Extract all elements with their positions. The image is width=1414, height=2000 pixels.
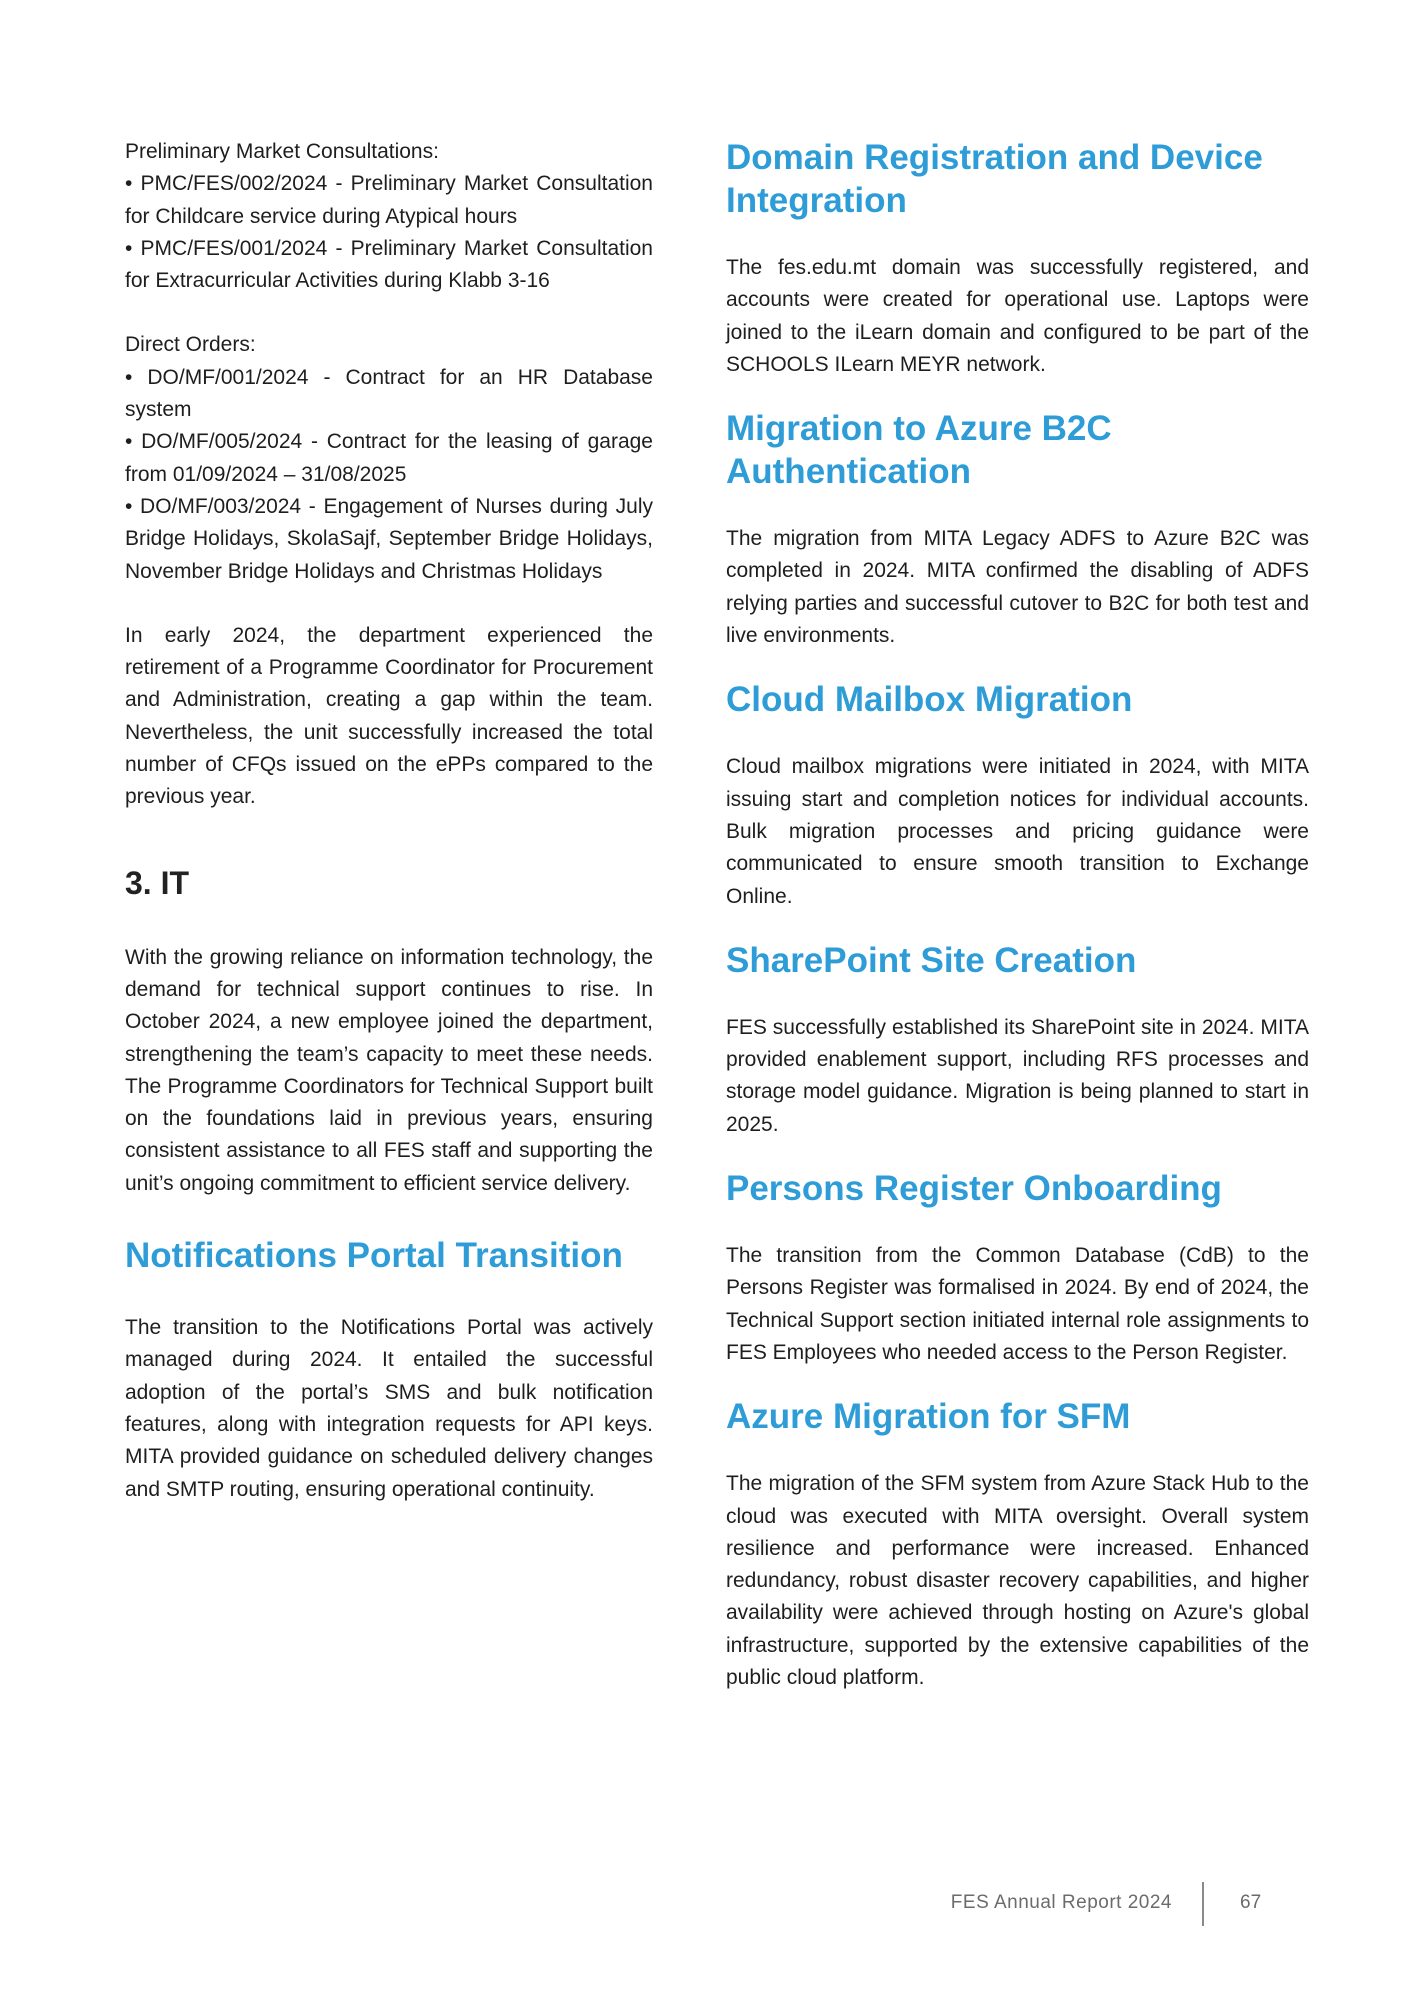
section-paragraph: FES successfully established its SharePoint site in 2024. MITA provided enablement support, including RFS processes and storage model guidance. Migration is being planned to start in 2025. bbox=[726, 1015, 1309, 1136]
footer-report-title: FES Annual Report 2024 bbox=[950, 1892, 1172, 1913]
it-paragraph: With the growing reliance on information technology, the demand for technical support continues to rise. In October 2024, a new employee joined the department, strengthening the team’s capacity to meet these needs. The Programme Coordinators for Technical Support built on the foundations laid in previous years, ensuring consistent assistance to all FES staff and supporting the unit’s ongoing commitment to efficient service delivery. bbox=[125, 945, 653, 1195]
right-column bbox=[726, 136, 1309, 1720]
section-heading: Azure Migration for SFM bbox=[726, 1397, 1131, 1437]
notifications-paragraph: The transition to the Notifications Portal was actively managed during 2024. It entailed the successful adoption of the portal’s SMS and bulk notification features, along with integration requests for API keys. MITA provided guidance on scheduled delivery changes and SMTP routing, ensuring operational continuity. bbox=[125, 1316, 653, 1501]
sharepoint-section bbox=[726, 939, 1309, 1141]
pmc-item: • PMC/FES/002/2024 - Preliminary Market Consultation for Childcare service during Atypical hours bbox=[125, 172, 653, 228]
it-section-heading: 3. IT bbox=[125, 864, 190, 901]
section-paragraph: The transition from the Common Database (CdB) to the Persons Register was formalised in 2024. By end of 2024, the Technical Support section initiated internal role assignments to FES Employees who needed access to the Person Register. bbox=[726, 1244, 1309, 1364]
left-column bbox=[125, 136, 653, 1506]
section-heading: SharePoint Site Creation bbox=[726, 940, 1137, 980]
direct-order-item: • DO/MF/005/2024 - Contract for the leasing of garage from 01/09/2024 – 31/08/2025 bbox=[125, 430, 653, 486]
direct-order-item: • DO/MF/003/2024 - Engagement of Nurses during July Bridge Holidays, SkolaSajf, September Bridge Holidays, November Bridge Holidays and Christmas Holidays bbox=[125, 494, 653, 583]
domain-section bbox=[726, 136, 1309, 381]
section-paragraph: The migration of the SFM system from Azure Stack Hub to the cloud was executed with MITA oversight. Overall system resilience and performance were increased. Enhanced redundancy, robust disaster recovery capabilities, and higher availability were achieved through hosting on Azure's global infrastructure, supported by the extensive capabilities of the public cloud platform. bbox=[726, 1472, 1309, 1690]
pmc-block bbox=[125, 136, 653, 297]
pmc-heading: Preliminary Market Consultations: bbox=[125, 140, 439, 163]
section-heading: Domain Registration and Device Integration bbox=[726, 138, 1263, 220]
persons-register-section bbox=[726, 1167, 1309, 1369]
notifications-heading: Notifications Portal Transition bbox=[125, 1236, 623, 1276]
sfm-section bbox=[726, 1395, 1309, 1694]
direct-order-item: • DO/MF/001/2024 - Contract for an HR Database system bbox=[125, 365, 653, 422]
section-heading: Persons Register Onboarding bbox=[726, 1169, 1222, 1209]
section-paragraph: Cloud mailbox migrations were initiated in 2024, with MITA issuing start and completion notices for individual accounts. Bulk migration processes and pricing guidance were communicated to ensure smooth transition to Exchange Online. bbox=[726, 755, 1309, 908]
footer-divider bbox=[1202, 1882, 1204, 1926]
page-footer bbox=[0, 1882, 1414, 1928]
section-paragraph: The fes.edu.mt domain was successfully registered, and accounts were created for operational use. Laptops were joined to the iLearn domain and configured to be part of the SCHOOLS ILearn MEYR network. bbox=[726, 256, 1309, 376]
procurement-paragraph: In early 2024, the department experienced the retirement of a Programme Coordinator for Procurement and Administration, creating a gap within the team. Nevertheless, the unit successfully increased the total number of CFQs issued on the ePPs compared to the previous year. bbox=[125, 623, 653, 809]
direct-orders-block bbox=[125, 329, 653, 587]
section-heading: Migration to Azure B2C Authentication bbox=[726, 409, 1112, 492]
azure-b2c-section bbox=[726, 407, 1309, 652]
section-heading: Cloud Mailbox Migration bbox=[726, 680, 1133, 720]
pmc-item: • PMC/FES/001/2024 - Preliminary Market Consultation for Extracurricular Activities during Klabb 3-16 bbox=[125, 236, 653, 293]
section-paragraph: The migration from MITA Legacy ADFS to Azure B2C was completed in 2024. MITA confirmed the disabling of ADFS relying parties and successful cutover to B2C for both test and live environments. bbox=[726, 527, 1309, 648]
page-number: 67 bbox=[1240, 1892, 1262, 1913]
direct-orders-heading: Direct Orders: bbox=[125, 333, 256, 357]
mailbox-section bbox=[726, 678, 1309, 912]
